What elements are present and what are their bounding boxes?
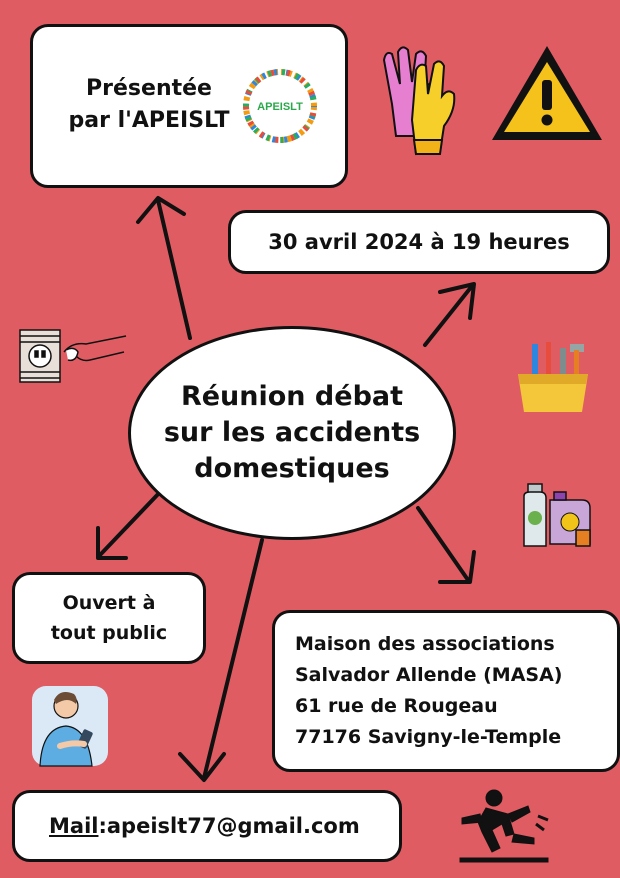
address-line3: 61 rue de Rougeau	[295, 695, 498, 717]
mail-address-link[interactable]: apeislt77@gmail.com	[106, 814, 360, 838]
mail-colon: :	[98, 814, 107, 838]
audience-line1: Ouvert à	[62, 592, 156, 614]
audience-box	[12, 572, 206, 664]
arrow-to-presenter	[158, 200, 190, 338]
presenter-line2: par l'APEISLT	[68, 108, 230, 133]
toolbox-icon	[512, 340, 594, 414]
logo-text: APEISLT	[257, 101, 303, 113]
address-box	[272, 610, 620, 772]
arrow-to-address	[418, 508, 468, 580]
mail-label: Mail	[49, 814, 99, 838]
address-line1: Maison des associations	[295, 633, 555, 655]
apeislt-logo-icon	[239, 65, 321, 147]
address-line2: Salvador Allende (MASA)	[295, 664, 563, 686]
event-title-line2: sur les accidents	[163, 417, 421, 448]
event-title-oval	[128, 326, 456, 540]
chemical-products-icon	[522, 482, 594, 550]
phone-user-icon	[30, 684, 110, 768]
presenter-box	[30, 24, 348, 188]
warning-icon	[488, 42, 606, 146]
contact-box	[12, 790, 402, 862]
gloves-icon	[376, 40, 472, 158]
presenter-line1: Présentée	[86, 76, 212, 101]
falling-person-icon	[456, 784, 552, 866]
event-title-line3: domestiques	[194, 453, 390, 484]
address-line4: 77176 Savigny-le-Temple	[295, 726, 562, 748]
event-date: 30 avril 2024 à 19 heures	[268, 230, 570, 254]
event-title-line1: Réunion débat	[180, 381, 404, 412]
electric-socket-icon	[16, 322, 128, 386]
arrow-to-open	[100, 490, 162, 555]
arrow-to-date	[425, 286, 472, 345]
date-box	[228, 210, 610, 274]
arrow-to-mail	[204, 540, 262, 778]
audience-line2: tout public	[50, 622, 168, 644]
